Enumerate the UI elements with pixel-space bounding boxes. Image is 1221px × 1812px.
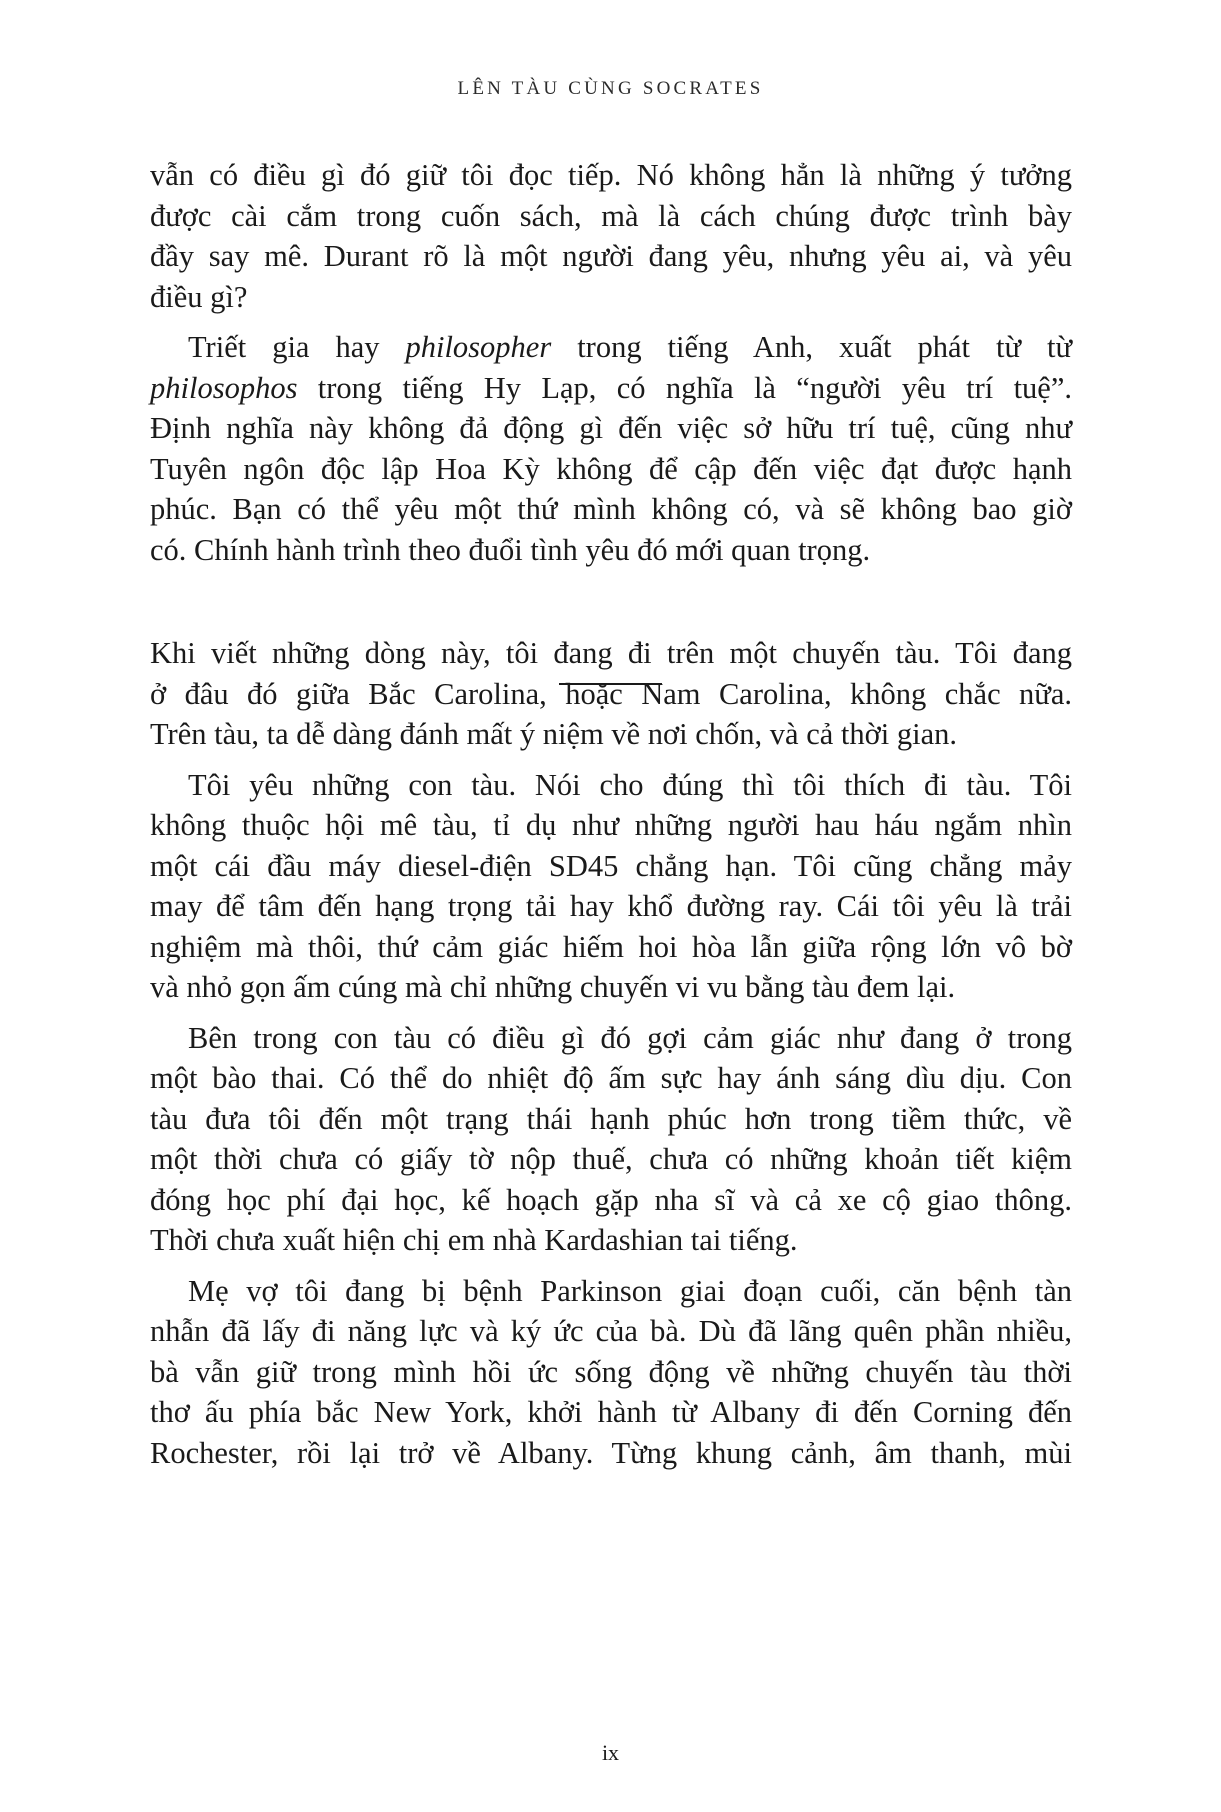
text-line: Định nghĩa này không đả động gì đến việc sở hữu trí tuệ, cũng như [150, 411, 1072, 445]
paragraph [150, 633, 1072, 755]
text-line: được cài cắm trong cuốn sách, mà là cách chúng được trình bày [150, 198, 1072, 233]
running-head-title: LÊN TÀU CÙNG SOCRATES [457, 78, 764, 99]
text-line: Triết gia hay philosopher trong tiếng Anh, xuất phát từ từ [188, 330, 1072, 364]
paragraph [150, 1018, 1072, 1261]
paragraph [150, 155, 1072, 317]
page-number: ix [601, 1740, 620, 1765]
text-line: vẫn có điều gì đó giữ tôi đọc tiếp. Nó không hẳn là những ý tưởng [150, 158, 1072, 192]
text-line: ở đâu đó giữa Bắc Carolina, hoặc Nam Carolina, không chắc nữa. [150, 676, 1072, 711]
paragraph [150, 765, 1072, 1008]
text-line: nhẫn đã lấy đi năng lực và ký ức của bà. Dù đã lãng quên phần nhiều, [150, 1314, 1072, 1348]
paragraph [150, 327, 1072, 570]
text-line: đầy say mê. Durant rõ là một người đang yêu, nhưng yêu ai, và yêu [150, 239, 1072, 273]
text-line: Rochester, rồi lại trở về Albany. Từng khung cảnh, âm thanh, mùi [150, 1435, 1072, 1470]
italic-term: philosopher [405, 330, 552, 364]
text-line: phúc. Bạn có thể yêu một thứ mình không có, và sẽ không bao giờ [150, 492, 1072, 526]
text-line: và nhỏ gọn ấm cúng mà chỉ những chuyến vi vu bằng tàu đem lại. [150, 970, 956, 1004]
text-line: Tôi yêu những con tàu. Nói cho đúng thì tôi thích đi tàu. Tôi [188, 767, 1072, 802]
text-line: một bào thai. Có thể do nhiệt độ ấm sực hay ánh sáng dìu dịu. Con [150, 1061, 1072, 1095]
italic-term: philosophos [150, 370, 298, 405]
text-line: Trên tàu, ta dễ dàng đánh mất ý niệm về nơi chốn, và cả thời gian. [150, 717, 957, 751]
text-line: có. Chính hành trình theo đuổi tình yêu đó mới quan trọng. [150, 532, 871, 567]
text-line: Tuyên ngôn độc lập Hoa Kỳ không để cập đến việc đạt được hạnh [150, 451, 1072, 486]
section-2-actual [150, 633, 1072, 1473]
text-line: thơ ấu phía bắc New York, khởi hành từ Albany đi đến Corning đến [150, 1395, 1072, 1429]
text-line: không thuộc hội mê tàu, tỉ dụ như những người hau háu ngắm nhìn [150, 808, 1072, 842]
text-line: nghiệm mà thôi, thứ cảm giác hiếm hoi hòa lẫn giữa rộng lớn vô bờ [150, 929, 1072, 964]
paragraph [150, 1271, 1072, 1474]
text-line: đóng học phí đại học, kế hoạch gặp nha sĩ và cả xe cộ giao thông. [150, 1182, 1072, 1217]
text-line: may để tâm đến hạng trọng tải hay khổ đường ray. Cái tôi yêu là trải [150, 889, 1072, 923]
text-line: tàu đưa tôi đến một trạng thái hạnh phúc hơn trong tiềm thức, về [150, 1101, 1072, 1136]
text-line: Khi viết những dòng này, tôi đang đi trên một chuyến tàu. Tôi đang [150, 636, 1072, 670]
text-line: một thời chưa có giấy tờ nộp thuế, chưa có những khoản tiết kiệm [150, 1142, 1072, 1176]
text-line: Thời chưa xuất hiện chị em nhà Kardashian tai tiếng. [150, 1223, 798, 1257]
text-line: Mẹ vợ tôi đang bị bệnh Parkinson giai đoạn cuối, căn bệnh tàn [188, 1273, 1072, 1308]
text-line: Bên trong con tàu có điều gì đó gợi cảm giác như đang ở trong [188, 1020, 1072, 1055]
text-line: philosophos trong tiếng Hy Lạp, có nghĩa là “người yêu trí tuệ”. [150, 370, 1072, 405]
text-line: bà vẫn giữ trong mình hồi ức sống động về những chuyến tàu thời [150, 1354, 1072, 1389]
text-line: một cái đầu máy diesel-điện SD45 chẳng hạn. Tôi cũng chẳng mảy [150, 848, 1072, 883]
text-line: điều gì? [150, 279, 248, 314]
section-1 [150, 155, 1072, 570]
